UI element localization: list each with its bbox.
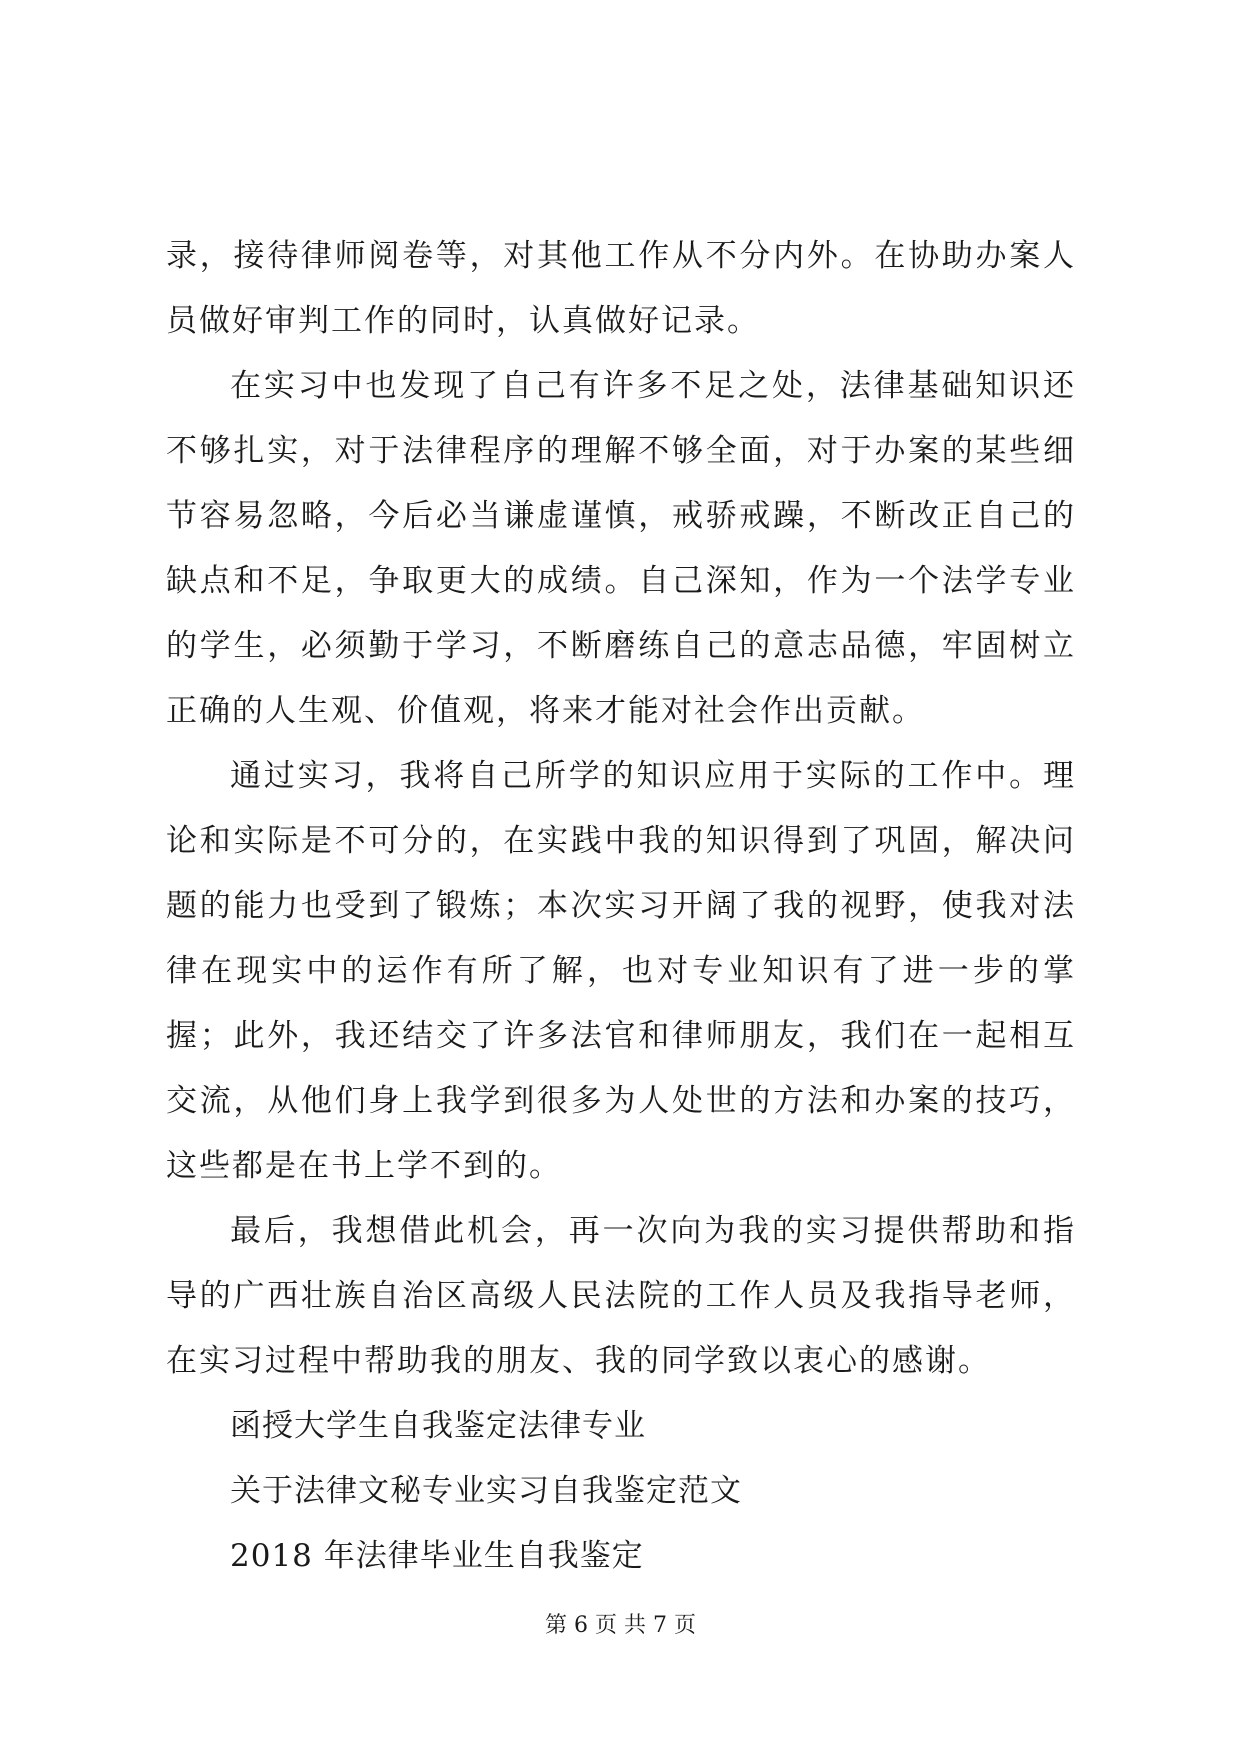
paragraph-continuation: 录，接待律师阅卷等，对其他工作从不分内外。在协助办案人员做好审判工作的同时，认真做好记录。: [166, 238, 1076, 339]
related-title-link[interactable]: 2018 年法律毕业生自我鉴定: [230, 1538, 644, 1574]
paragraph-shortcomings: 在实习中也发现了自己有许多不足之处，法律基础知识还不够扎实，对于法律程序的理解不够全面，对于办案的某些细节容易忽略，今后必当谦虚谨慎，戒骄戒躁，不断改正自己的缺点和不足，争取更大的成绩。自己深知，作为一个法学专业的学生，必须勤于学习，不断磨练自己的意志品德，牢固树立正确的人生观、价值观，将来才能对社会作出贡献。: [166, 368, 1076, 729]
page-number-footer: 第 6 页 共 7 页: [545, 1613, 696, 1638]
related-title-link[interactable]: 函授大学生自我鉴定法律专业: [230, 1408, 646, 1444]
document-body: [166, 224, 1076, 1589]
related-title-link[interactable]: 关于法律文秘专业实习自我鉴定范文: [230, 1473, 742, 1509]
paragraph-internship-gains: 通过实习，我将自己所学的知识应用于实际的工作中。理论和实际是不可分的，在实践中我的知识得到了巩固，解决问题的能力也受到了锻炼；本次实习开阔了我的视野，使我对法律在现实中的运作有所了解，也对专业知识有了进一步的掌握；此外，我还结交了许多法官和律师朋友，我们在一起相互交流，从他们身上我学到很多为人处世的方法和办案的技巧，这些都是在书上学不到的。: [166, 758, 1076, 1184]
paragraph-thanks: 最后，我想借此机会，再一次向为我的实习提供帮助和指导的广西壮族自治区高级人民法院的工作人员及我指导老师，在实习过程中帮助我的朋友、我的同学致以衷心的感谢。: [166, 1213, 1076, 1379]
